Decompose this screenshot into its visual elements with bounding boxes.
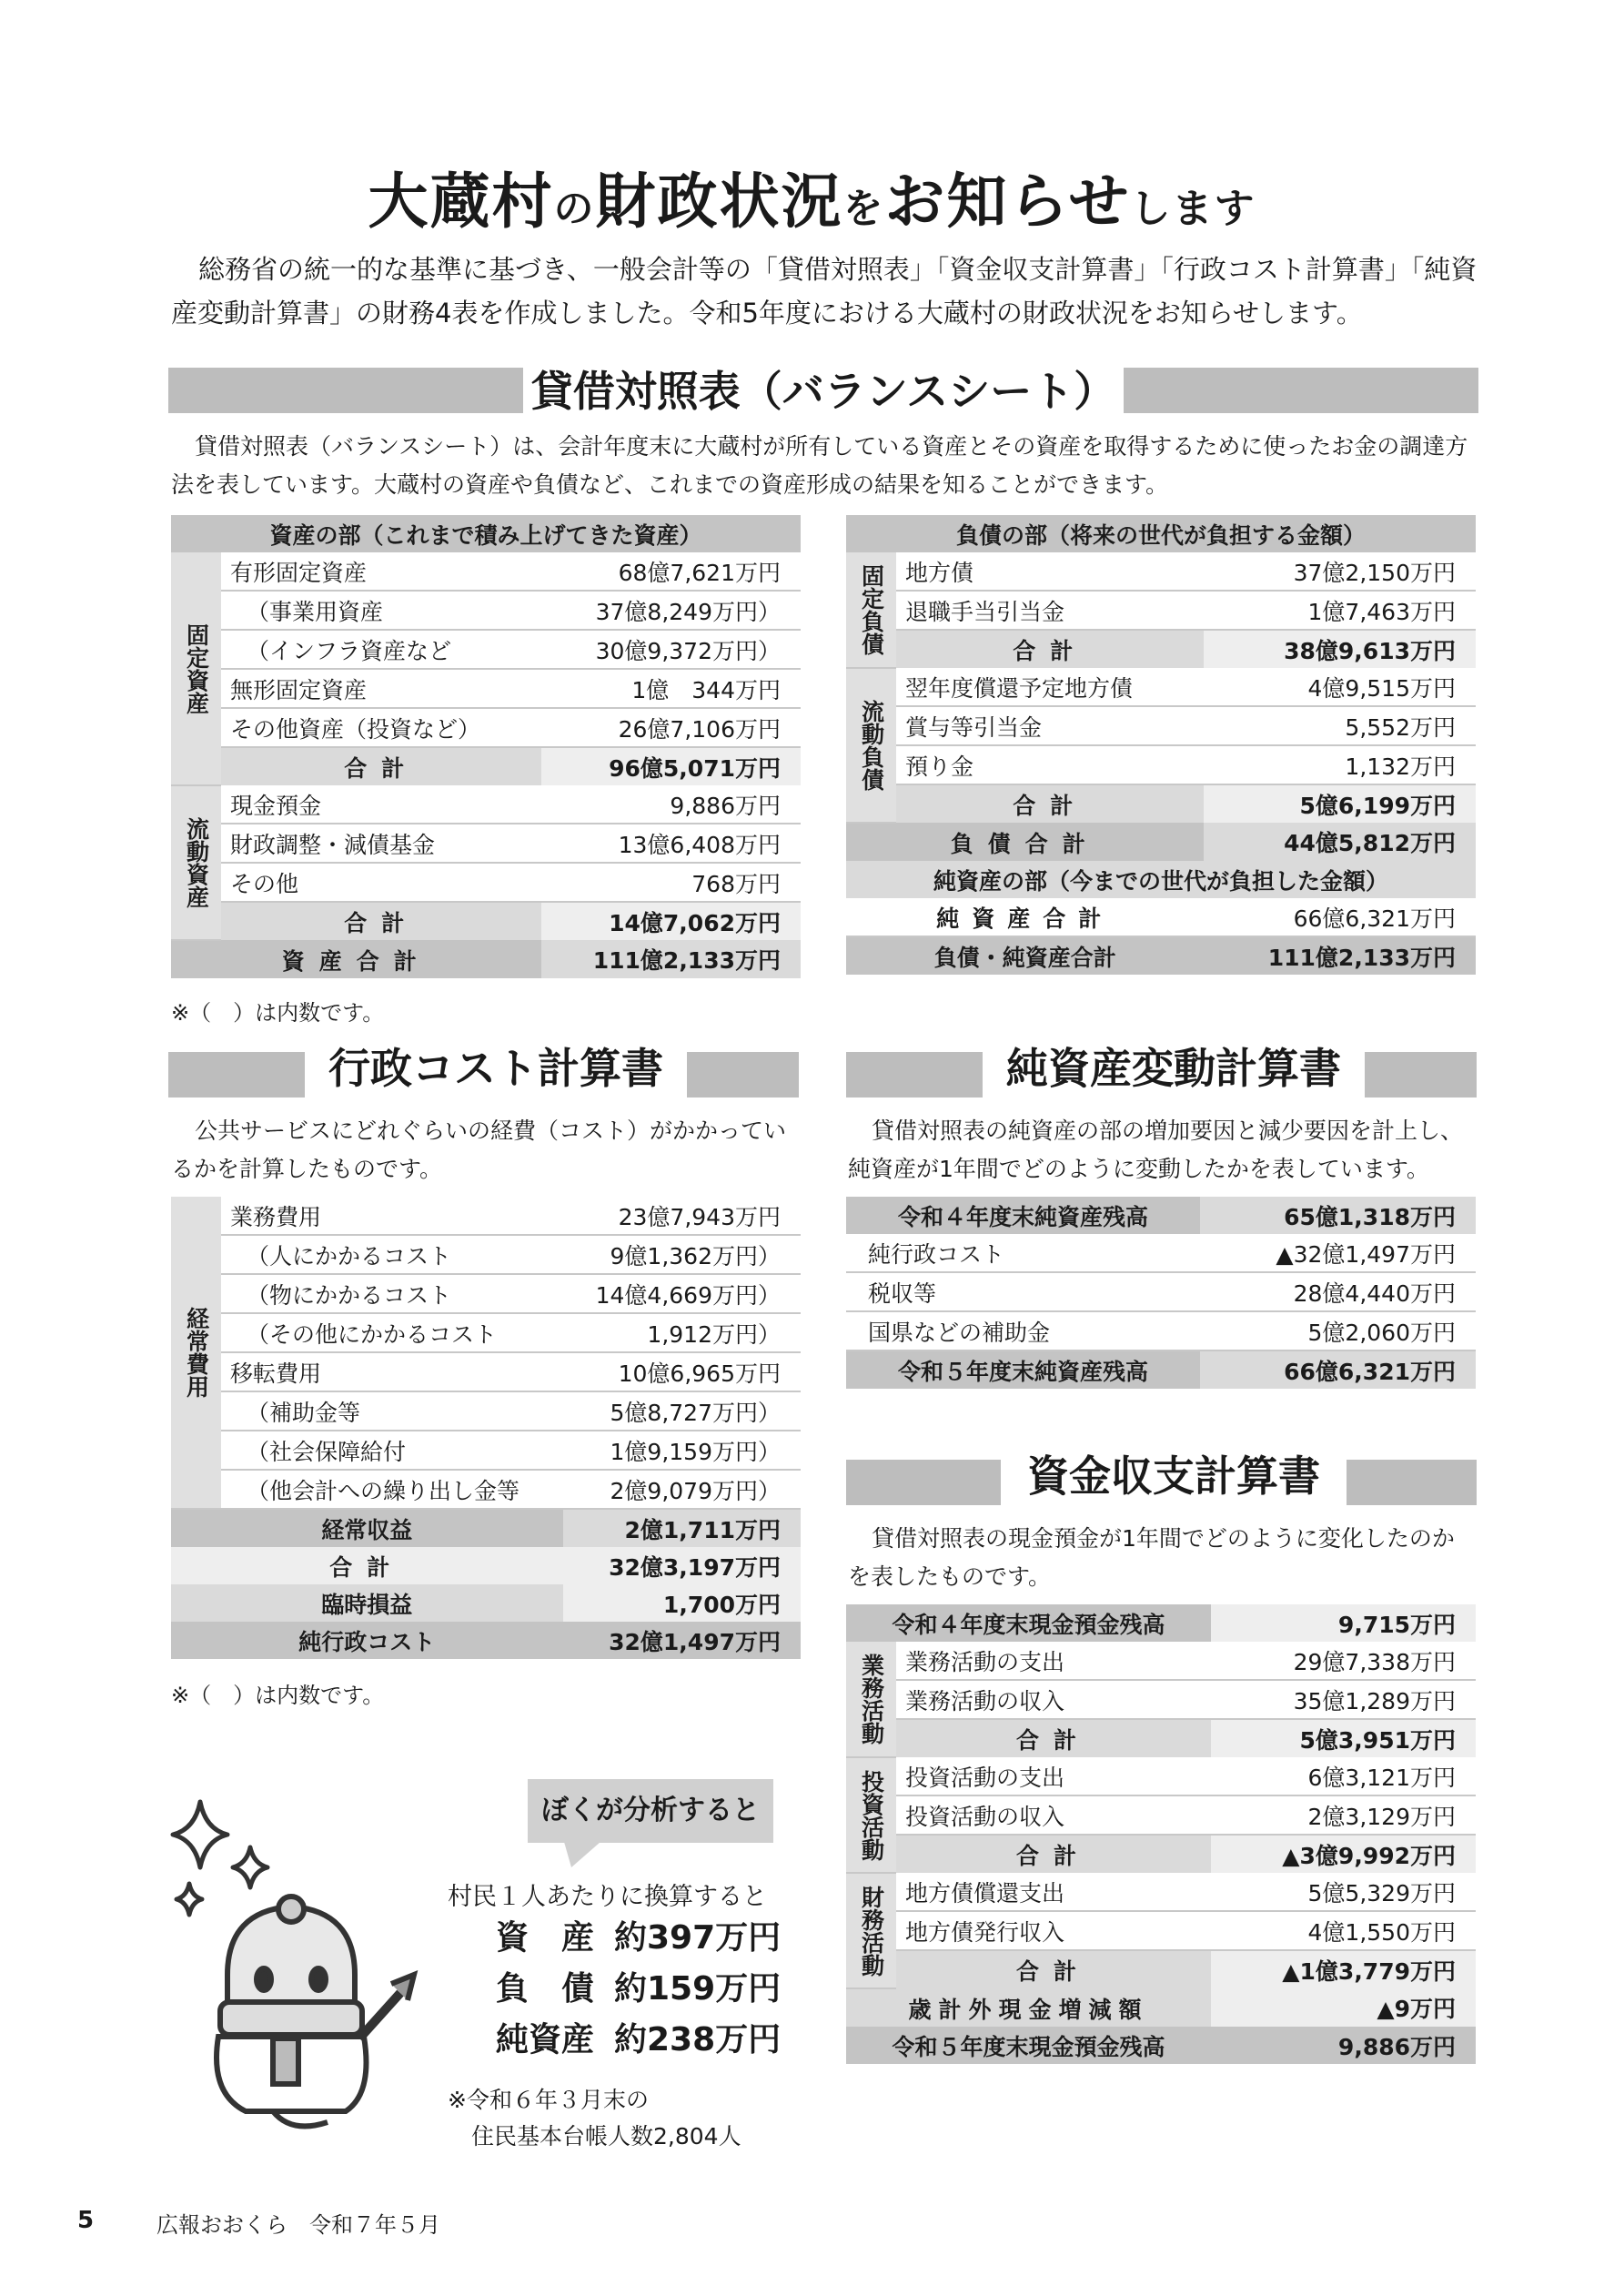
net-end-label: 令和５年度末純資産残高 — [846, 1350, 1200, 1389]
analysis-note-line: 住民基本台帳人数2,804人 — [471, 2123, 741, 2149]
table-row-value: 13億6,408万円 — [541, 824, 801, 863]
net-end-value: 66億6,321万円 — [1200, 1350, 1476, 1389]
cash-table — [846, 1604, 1476, 2064]
net-assets-total-label: 純資産合計 — [846, 898, 1204, 936]
table-row-label: （人にかかるコスト — [221, 1235, 563, 1274]
net-description: 貸借対照表の純資産の部の増加要因と減少要因を計上し、純資産が1年間でどのように変動したかを表しています。 — [848, 1118, 1464, 1182]
table-row-label: 無形固定資産 — [221, 669, 541, 708]
sparkle-icon — [233, 1847, 267, 1887]
ordinary-revenue-value: 2億1,711万円 — [563, 1509, 802, 1547]
current-assets-total-label: 合計 — [221, 902, 541, 940]
ordinary-expense-label: 経常費用 — [171, 1197, 221, 1509]
ordinary-revenue-label: 経常収益 — [171, 1509, 563, 1547]
table-row-value: 10億6,965万円 — [563, 1352, 802, 1391]
table-row-value: 4億1,550万円 — [1211, 1911, 1476, 1950]
cash-end-label: 令和５年度末現金預金残高 — [846, 2027, 1211, 2064]
cost-note: ※（ ）は内数です。 — [171, 1683, 385, 1708]
bubble-tail-icon — [564, 1842, 600, 1869]
investing-total-value: ▲3億9,992万円 — [1211, 1835, 1476, 1873]
analysis-note — [448, 2082, 741, 2155]
cost-description: 公共サービスにどれぐらいの経費（コスト）がかかっているかを計算したものです。 — [171, 1118, 787, 1182]
table-row-label: 税収等 — [846, 1272, 1200, 1311]
table-row-label: 業務活動の支出 — [896, 1642, 1211, 1680]
cash-start-value: 9,715万円 — [1211, 1604, 1476, 1642]
table-row-value: 23億7,943万円 — [563, 1197, 802, 1235]
table-row-value: 35億1,289万円 — [1211, 1680, 1476, 1719]
assets-table — [171, 515, 801, 978]
table-row-value: 28億4,440万円 — [1200, 1272, 1476, 1311]
bs-heading: 貸借対照表（バランスシート） — [523, 362, 1124, 420]
table-row-label: 財政調整・減債基金 — [221, 824, 541, 863]
fixed-assets-total-value: 96億5,071万円 — [541, 747, 801, 785]
net-start-value: 65億1,318万円 — [1200, 1197, 1476, 1234]
cash-end-value: 9,886万円 — [1211, 2027, 1476, 2064]
table-row-label: （その他にかかるコスト — [221, 1313, 563, 1352]
analysis-item-label: 資 産 — [496, 1919, 595, 1957]
analysis-item-assets — [496, 1913, 796, 1964]
footer-text: 広報おおくら 令和７年５月 — [156, 2212, 440, 2238]
table-row-value: 30億9,372万円） — [541, 630, 801, 669]
table-row-label: 有形固定資産 — [221, 552, 541, 591]
current-liabilities-total-value: 5億6,199万円 — [1204, 784, 1476, 823]
table-row-label: （社会保障給付 — [221, 1431, 563, 1470]
net-cost-value: 32億1,497万円 — [563, 1622, 802, 1659]
analysis-item-liabilities — [496, 1964, 796, 2015]
financing-total-label: 合計 — [896, 1950, 1211, 1988]
table-row-label: 業務活動の収入 — [896, 1680, 1211, 1719]
analysis-item-label: 負 債 — [496, 1970, 595, 2008]
table-row-label: 退職手当引当金 — [896, 591, 1204, 630]
fixed-liabilities-total-label: 合計 — [896, 630, 1204, 668]
cost-heading: 行政コスト計算書 — [305, 1039, 687, 1097]
assets-total-value: 111億2,133万円 — [541, 940, 801, 978]
net-assets-header: 純資産の部（今までの世代が負担した金額） — [846, 861, 1476, 898]
table-row-value: ▲32億1,497万円 — [1200, 1234, 1476, 1272]
operating-total-label: 合計 — [896, 1719, 1211, 1757]
table-row-value: 1,132万円 — [1204, 745, 1476, 784]
table-row-label: 国県などの補助金 — [846, 1311, 1200, 1350]
investing-total-label: 合計 — [896, 1835, 1211, 1873]
current-assets-label: 流動資産 — [171, 785, 221, 940]
liabilities-total-value: 44億5,812万円 — [1204, 823, 1476, 861]
table-row-label: 投資活動の収入 — [896, 1795, 1211, 1835]
table-row-label: 賞与等引当金 — [896, 706, 1204, 745]
table-row-value: 6億3,121万円 — [1211, 1757, 1476, 1795]
speech-bubble: ぼくが分析すると — [528, 1779, 773, 1843]
liabilities-table — [846, 515, 1476, 975]
table-row-value: 2億3,129万円 — [1211, 1795, 1476, 1835]
bs-description: 貸借対照表（バランスシート）は、会計年度末に大蔵村が所有している資産とその資産を取得するために使ったお金の調達方法を表しています。大蔵村の資産や負債など、これまでの資産形成の結果を知ることができます。 — [171, 433, 1468, 498]
table-row-value: 5億5,329万円 — [1211, 1873, 1476, 1911]
net-cost-label: 純行政コスト — [171, 1622, 563, 1659]
cash-heading: 資金収支計算書 — [1001, 1447, 1347, 1505]
analysis-item-value: 約159万円 — [614, 1970, 782, 2008]
investing-activities-label: 投資活動 — [846, 1757, 896, 1873]
fixed-assets-total-label: 合計 — [221, 747, 541, 785]
page-title: 大蔵村の財政状況をお知らせします — [368, 167, 1256, 237]
current-assets-total-value: 14億7,062万円 — [541, 902, 801, 940]
analysis-note-line: ※令和６年３月末の — [448, 2087, 649, 2113]
assets-header: 資産の部（これまで積み上げてきた資産） — [171, 515, 801, 552]
analysis-item-label: 純資産 — [496, 2021, 595, 2058]
extraordinary-value: 1,700万円 — [563, 1584, 802, 1622]
table-row-value: 5,552万円 — [1204, 706, 1476, 745]
bs-note: ※（ ）は内数です。 — [171, 1000, 385, 1026]
table-row-value: 37億2,150万円 — [1204, 552, 1476, 591]
mascot-illustration — [164, 1793, 437, 2139]
intro-text: 総務省の統一的な基準に基づき、一般会計等の「貸借対照表」「資金収支計算書」「行政コスト計算書」「純資産変動計算書」の財務4表を作成しました。令和5年度における大蔵村の財政状況をお知らせします。 — [171, 254, 1478, 329]
table-row-label: 預り金 — [896, 745, 1204, 784]
analysis-list — [496, 1913, 796, 2066]
table-row-label: （他会計への繰り出し金等 — [221, 1470, 563, 1509]
table-row-label: 翌年度償還予定地方債 — [896, 668, 1204, 706]
net-start-label: 令和４年度末純資産残高 — [846, 1197, 1200, 1234]
table-row-value: 1億 344万円 — [541, 669, 801, 708]
table-row-label: 純行政コスト — [846, 1234, 1200, 1272]
outside-cash-label: 歳計外現金増減額 — [846, 1988, 1211, 2027]
table-row-value: 1億9,159万円） — [563, 1431, 802, 1470]
page-number: 5 — [77, 2207, 95, 2234]
grand-total-label: 負債・純資産合計 — [846, 936, 1204, 975]
net-assets-total-value: 66億6,321万円 — [1204, 898, 1476, 936]
fixed-liabilities-label: 固定負債 — [846, 552, 896, 668]
current-liabilities-total-label: 合計 — [896, 784, 1204, 823]
table-row-label: （インフラ資産など — [221, 630, 541, 669]
table-row-value: 37億8,249万円） — [541, 591, 801, 630]
operating-activities-label: 業務活動 — [846, 1642, 896, 1757]
table-row-value: 5億8,727万円） — [563, 1391, 802, 1431]
table-row-value: 26億7,106万円 — [541, 708, 801, 747]
analysis-lead: 村民１人あたりに換算すると — [448, 1883, 767, 1911]
analysis-item-net-assets — [496, 2015, 796, 2066]
cash-description: 貸借対照表の現金預金が1年間でどのように変化したのかを表したものです。 — [848, 1525, 1455, 1590]
analysis-item-value: 約238万円 — [614, 2021, 782, 2058]
table-row-label: 投資活動の支出 — [896, 1757, 1211, 1795]
table-row-label: （物にかかるコスト — [221, 1274, 563, 1313]
analysis-item-value: 約397万円 — [614, 1919, 782, 1957]
net-table — [846, 1197, 1476, 1389]
assets-total-label: 資産合計 — [171, 940, 541, 978]
table-row-value: 2億9,079万円） — [563, 1470, 802, 1509]
fixed-liabilities-total-value: 38億9,613万円 — [1204, 630, 1476, 668]
table-row-label: 業務費用 — [221, 1197, 563, 1235]
grand-total-value: 111億2,133万円 — [1204, 936, 1476, 975]
liabilities-header: 負債の部（将来の世代が負担する金額） — [846, 515, 1476, 552]
cost-total-label: 合計 — [171, 1547, 563, 1584]
table-row-value: 9億1,362万円） — [563, 1235, 802, 1274]
fixed-assets-label: 固定資産 — [171, 552, 221, 785]
table-row-label: （事業用資産 — [221, 591, 541, 630]
table-row-value: 1,912万円） — [563, 1313, 802, 1352]
net-heading: 純資産変動計算書 — [983, 1039, 1365, 1097]
table-row-label: （補助金等 — [221, 1391, 563, 1431]
sparkle-icon — [177, 1884, 202, 1915]
table-row-value: 68億7,621万円 — [541, 552, 801, 591]
table-row-value: 5億2,060万円 — [1200, 1311, 1476, 1350]
table-row-label: 現金預金 — [221, 785, 541, 824]
table-row-label: その他資産（投資など） — [221, 708, 541, 747]
table-row-label: 地方債 — [896, 552, 1204, 591]
table-row-label: 移転費用 — [221, 1352, 563, 1391]
extraordinary-label: 臨時損益 — [171, 1584, 563, 1622]
table-row-label: 地方債発行収入 — [896, 1911, 1211, 1950]
current-liabilities-label: 流動負債 — [846, 668, 896, 823]
financing-activities-label: 財務活動 — [846, 1873, 896, 1988]
table-row-value: 768万円 — [541, 863, 801, 902]
sparkle-icon — [173, 1802, 227, 1867]
table-row-value: 9,886万円 — [541, 785, 801, 824]
cost-total-value: 32億3,197万円 — [563, 1547, 802, 1584]
cash-start-label: 令和４年度末現金預金残高 — [846, 1604, 1211, 1642]
table-row-value: 4億9,515万円 — [1204, 668, 1476, 706]
operating-total-value: 5億3,951万円 — [1211, 1719, 1476, 1757]
cost-table — [171, 1197, 801, 1659]
outside-cash-value: ▲9万円 — [1211, 1988, 1476, 2027]
table-row-value: 29億7,338万円 — [1211, 1642, 1476, 1680]
liabilities-total-label: 負債合計 — [846, 823, 1204, 861]
table-row-label: その他 — [221, 863, 541, 902]
table-row-value: 14億4,669万円） — [563, 1274, 802, 1313]
table-row-value: 1億7,463万円 — [1204, 591, 1476, 630]
table-row-label: 地方債償還支出 — [896, 1873, 1211, 1911]
financing-total-value: ▲1億3,779万円 — [1211, 1950, 1476, 1988]
